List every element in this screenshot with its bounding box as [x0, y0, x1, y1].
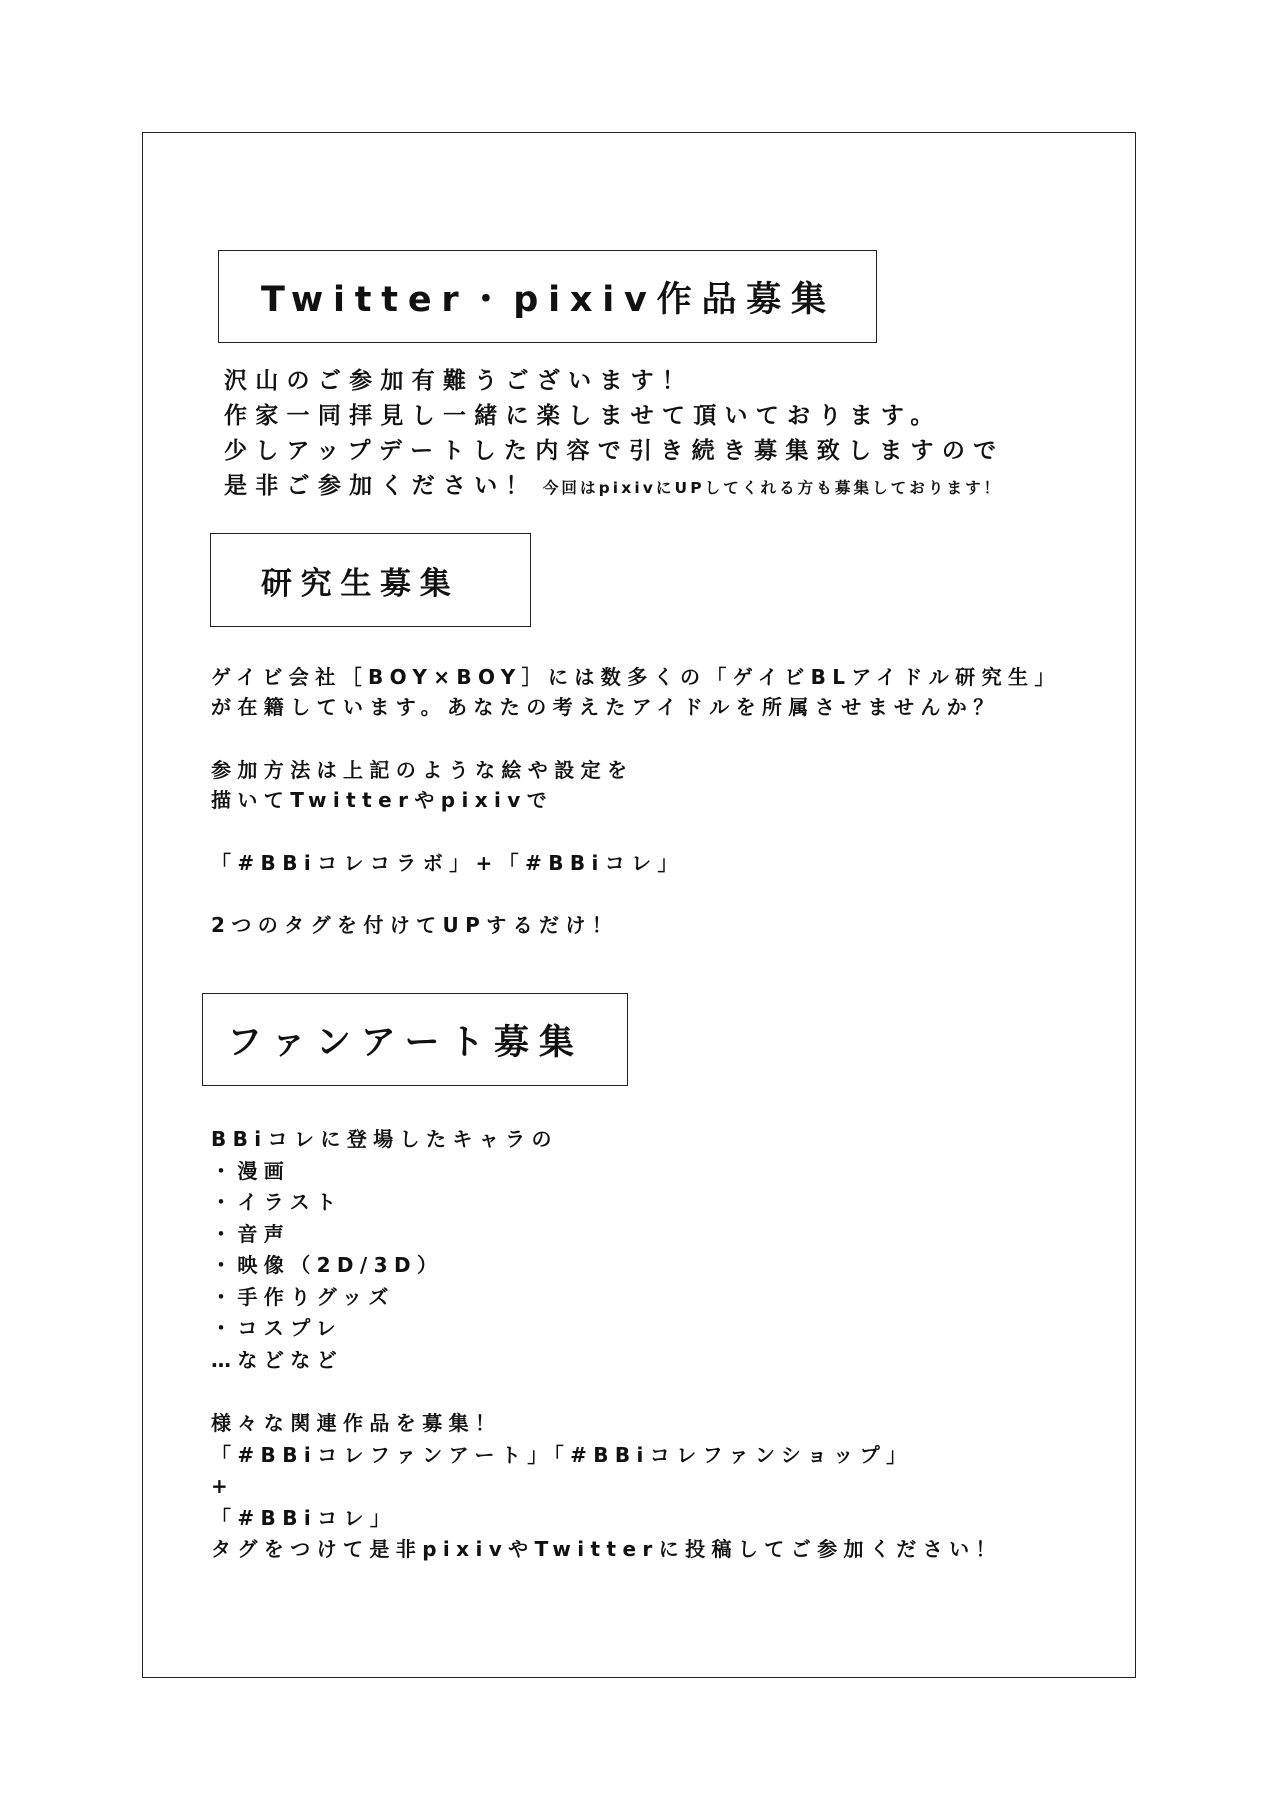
trainee-closing	[211, 910, 618, 940]
trainee-method-line: 参加方法は上記のような絵や設定を	[211, 758, 634, 782]
intro-last-line	[224, 469, 1004, 504]
trainee-method-line: 描いてTwitterやpixivで	[211, 788, 554, 812]
fanart-list	[211, 1124, 558, 1376]
fanart-item: ・映像（2D/3D）	[211, 1253, 444, 1277]
trainee-closing-line: 2つのタグを付けてUPするだけ！	[211, 913, 619, 937]
intro-last-main: 是非ご参加ください！	[224, 473, 537, 499]
heading-twitter-pixiv	[218, 250, 877, 343]
fanart-call	[211, 1408, 1002, 1566]
heading-fanart-text: ファンアート募集	[227, 1022, 584, 1063]
fanart-tag-main: 「#BBiコレ」	[211, 1505, 397, 1530]
fanart-closing-line: タグをつけて是非pixivやTwitterに投稿してご参加ください！	[211, 1537, 1002, 1561]
fanart-item: ・手作りグッズ	[211, 1284, 395, 1309]
fanart-plus: +	[211, 1474, 235, 1498]
trainee-intro	[211, 662, 1061, 722]
heading-fanart	[202, 993, 628, 1086]
trainee-intro-line: ゲイビ会社［BOY×BOY］には数多くの「ゲイビBLアイドル研究生」	[211, 665, 1061, 689]
trainee-tags-line: 「#BBiコレコラボ」+「#BBiコレ」	[211, 851, 684, 875]
fanart-item: ・音声	[211, 1221, 291, 1246]
heading-twitter-pixiv-text: Twitter・pixiv作品募集	[261, 279, 836, 320]
intro-last-note: 今回はpixivにUPしてくれる方も募集しております！	[542, 479, 1003, 497]
heading-trainee-text: 研究生募集	[261, 565, 460, 602]
intro-line: 沢山のご参加有難うございます！	[224, 368, 694, 394]
fanart-item: ・コスプレ	[211, 1316, 343, 1340]
fanart-call-line: 様々な関連作品を募集！	[211, 1411, 502, 1435]
intro-text	[224, 364, 1004, 504]
intro-line: 少しアップデートした内容で引き続き募集致しますので	[224, 438, 1005, 464]
fanart-item: …などなど	[211, 1347, 343, 1372]
trainee-tags	[211, 848, 684, 878]
fanart-intro-line: BBiコレに登場したキャラの	[211, 1127, 558, 1151]
heading-trainee	[210, 533, 531, 627]
trainee-method	[211, 755, 633, 815]
fanart-tags-line: 「#BBiコレファンアート」「#BBiコレファンショップ」	[211, 1442, 913, 1467]
trainee-intro-line: が在籍しています。あなたの考えたアイドルを所属させませんか？	[211, 695, 1000, 719]
fanart-item: ・イラスト	[211, 1190, 343, 1214]
intro-line: 作家一同拝見し一緒に楽しませて頂いております。	[224, 403, 942, 429]
fanart-item: ・漫画	[211, 1158, 291, 1183]
